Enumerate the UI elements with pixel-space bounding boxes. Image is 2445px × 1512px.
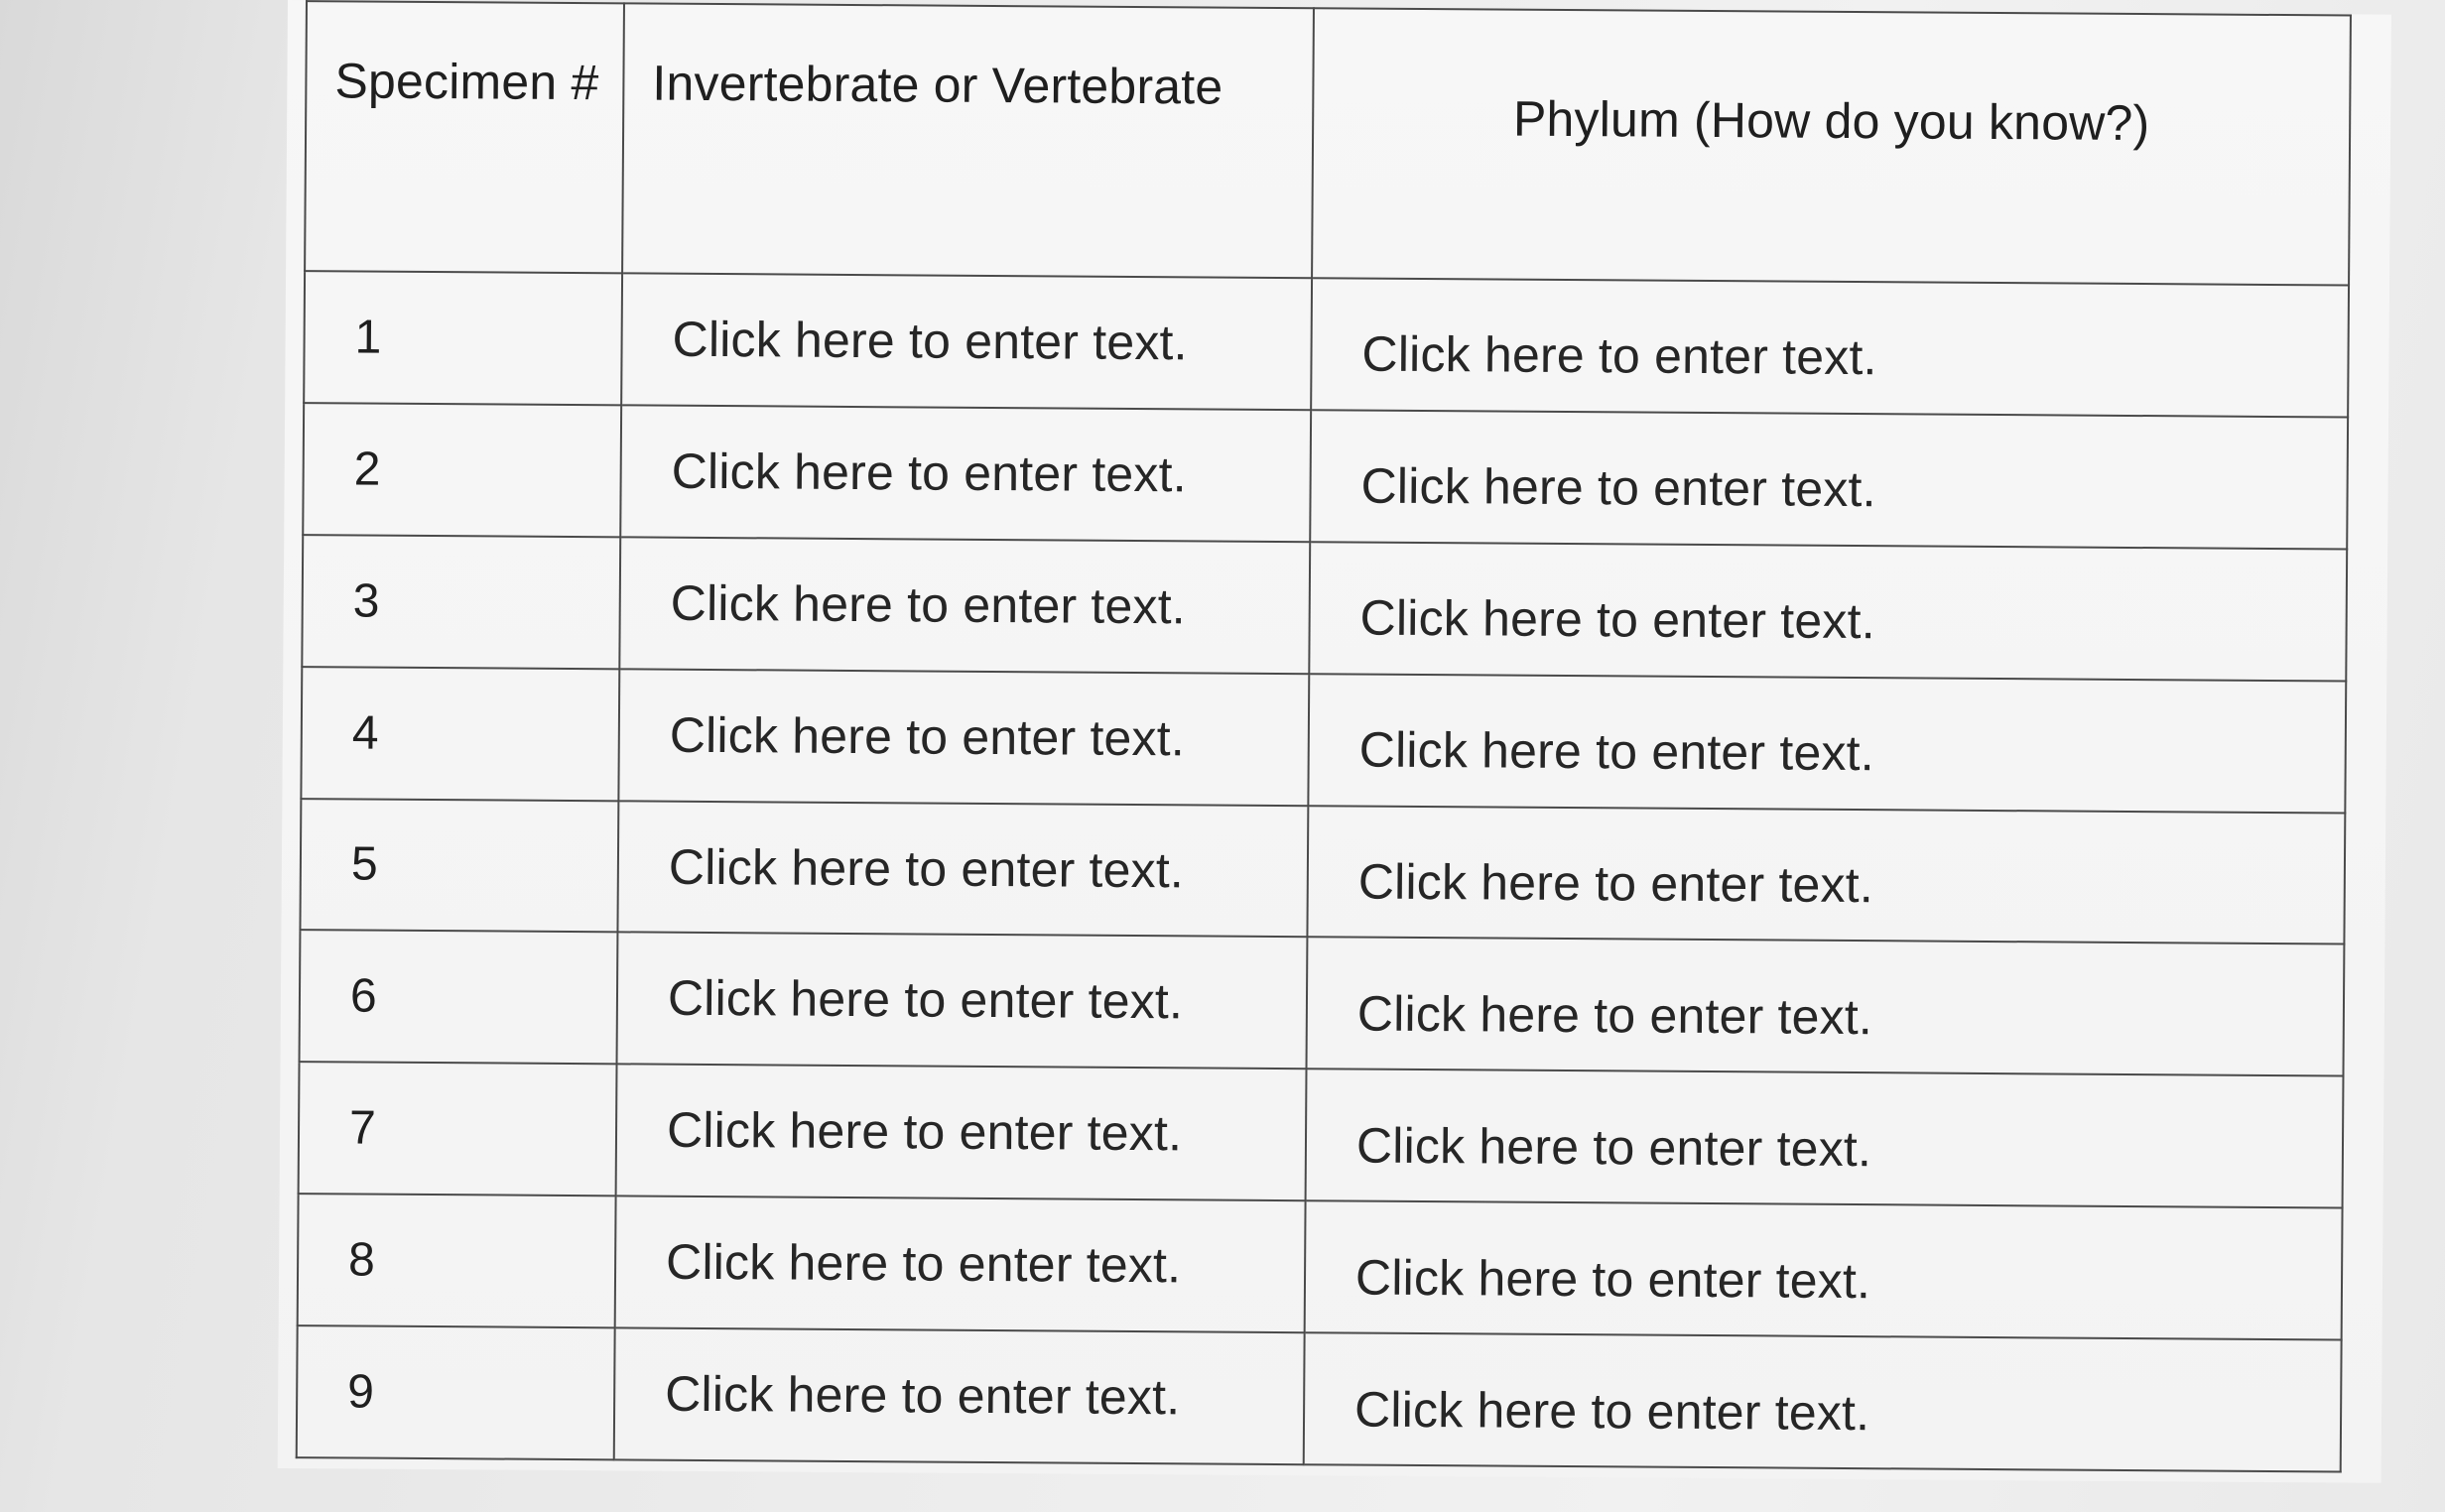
- text-entry-placeholder[interactable]: Click here to enter text.: [1355, 1117, 1872, 1177]
- invertebrate-vertebrate-field[interactable]: [614, 1327, 1305, 1464]
- table-row: [299, 1062, 2344, 1207]
- invertebrate-vertebrate-field[interactable]: [617, 933, 1308, 1070]
- invertebrate-vertebrate-field[interactable]: [618, 669, 1309, 806]
- phylum-field[interactable]: [1310, 410, 2348, 549]
- text-entry-placeholder[interactable]: Click here to enter text.: [669, 706, 1186, 766]
- table-row: [301, 667, 2346, 813]
- invertebrate-vertebrate-field[interactable]: [617, 801, 1308, 938]
- specimen-number: 5: [300, 799, 618, 933]
- header-row: [305, 1, 2351, 285]
- header-phylum: Phylum (How do you know?): [1312, 8, 2351, 285]
- phylum-field[interactable]: [1307, 806, 2345, 945]
- text-entry-placeholder[interactable]: Click here to enter text.: [665, 1365, 1181, 1426]
- phylum-field[interactable]: [1308, 674, 2346, 813]
- phylum-field[interactable]: [1304, 1332, 2342, 1471]
- text-entry-placeholder[interactable]: Click here to enter text.: [672, 311, 1188, 371]
- phylum-field[interactable]: [1311, 278, 2349, 417]
- specimen-number: 4: [301, 667, 619, 801]
- header-specimen-number: Specimen #: [305, 1, 624, 273]
- invertebrate-vertebrate-field[interactable]: [616, 1065, 1307, 1201]
- table-row: [297, 1325, 2342, 1471]
- specimen-number: 1: [304, 271, 622, 405]
- specimen-number: 7: [299, 1062, 617, 1196]
- specimen-number: 8: [298, 1194, 616, 1327]
- text-entry-placeholder[interactable]: Click here to enter text.: [666, 1101, 1183, 1162]
- table-body: [297, 271, 2349, 1471]
- text-entry-placeholder[interactable]: Click here to enter text.: [668, 838, 1185, 898]
- specimen-number: 2: [303, 403, 621, 537]
- specimen-number: 9: [297, 1325, 615, 1459]
- invertebrate-vertebrate-field[interactable]: [615, 1196, 1306, 1332]
- specimen-number: 3: [302, 535, 620, 669]
- table-row: [300, 930, 2345, 1075]
- phylum-field[interactable]: [1306, 1069, 2344, 1207]
- text-entry-placeholder[interactable]: Click here to enter text.: [671, 442, 1188, 503]
- text-entry-placeholder[interactable]: Click here to enter text.: [1353, 1381, 1870, 1441]
- text-entry-placeholder[interactable]: Click here to enter text.: [670, 574, 1187, 635]
- invertebrate-vertebrate-field[interactable]: [621, 273, 1312, 410]
- text-entry-placeholder[interactable]: Click here to enter text.: [1361, 326, 1877, 386]
- invertebrate-vertebrate-field[interactable]: [620, 405, 1311, 542]
- header-invertebrate-or-vertebrate: Invertebrate or Vertebrate: [622, 3, 1314, 278]
- text-entry-placeholder[interactable]: Click here to enter text.: [665, 1233, 1182, 1294]
- text-entry-placeholder[interactable]: Click here to enter text.: [1357, 853, 1874, 914]
- specimen-number: 6: [300, 930, 618, 1064]
- table-header: [305, 1, 2351, 285]
- text-entry-placeholder[interactable]: Click here to enter text.: [1356, 985, 1873, 1045]
- phylum-field[interactable]: [1305, 1200, 2343, 1339]
- text-entry-placeholder[interactable]: Click here to enter text.: [1360, 457, 1876, 518]
- specimen-table: [296, 0, 2352, 1472]
- table-row: [302, 535, 2347, 681]
- text-entry-placeholder[interactable]: Click here to enter text.: [1354, 1249, 1871, 1309]
- table-row: [304, 271, 2349, 417]
- table-row: [303, 403, 2348, 549]
- phylum-field[interactable]: [1309, 542, 2347, 681]
- table-row: [300, 799, 2345, 945]
- text-entry-placeholder[interactable]: Click here to enter text.: [1359, 589, 1875, 650]
- invertebrate-vertebrate-field[interactable]: [619, 537, 1310, 674]
- phylum-field[interactable]: [1307, 938, 2345, 1076]
- table-row: [298, 1194, 2343, 1339]
- text-entry-placeholder[interactable]: Click here to enter text.: [1358, 721, 1875, 782]
- document-page: [278, 0, 2391, 1483]
- text-entry-placeholder[interactable]: Click here to enter text.: [667, 970, 1184, 1030]
